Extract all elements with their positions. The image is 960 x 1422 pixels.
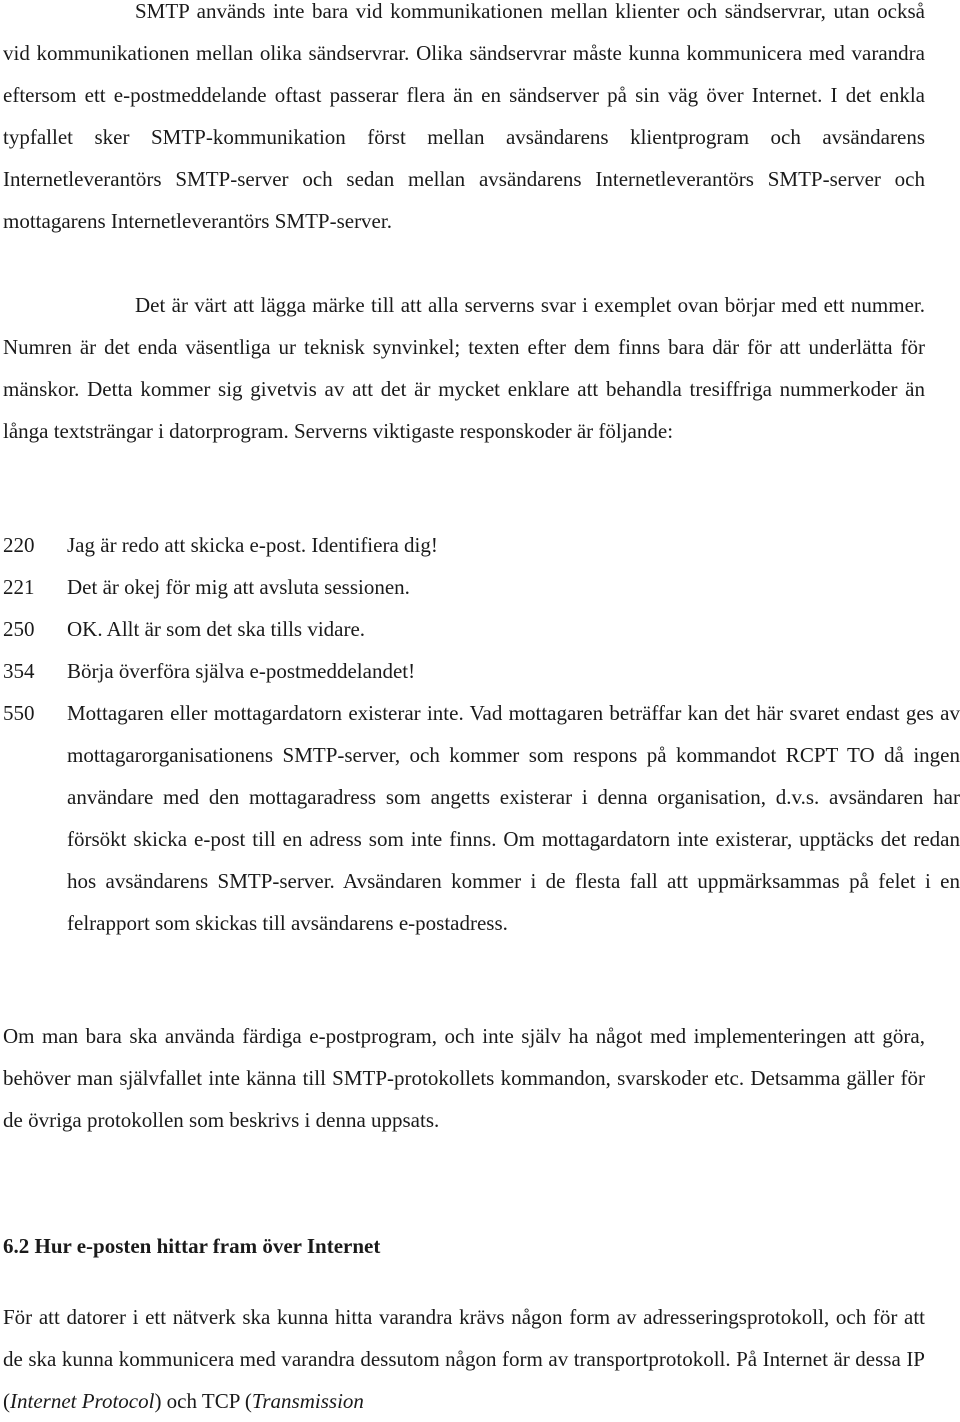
- response-code-number: 550: [3, 701, 35, 725]
- response-code-description: Mottagaren eller mottagardatorn existerar inte. Vad mottagaren beträffar kan det här svaret endast ges av mottagarorganisationens SMTP-server, och kommer som respons på kommandot RCPT TO då ingen användare med den mottagaradress som angetts existerar i denna organisation, d.v.s. avsändaren har försökt skicka e-post till en adress som inte finns. Om mottagardatorn inte existerar, upptäcks det redan hos avsändarens SMTP-server. Avsändaren kommer i de flesta fall att uppmärksammas på felet i en felrapport som skickas till avsändarens e-postadress.: [67, 701, 960, 935]
- response-code-number: 221: [3, 575, 35, 599]
- paragraph-text-mid: ) och TCP (: [154, 1389, 252, 1413]
- response-code-item: [3, 566, 960, 608]
- section-heading: 6.2 Hur e-posten hittar fram över Internet: [3, 1234, 381, 1258]
- response-code-number: 354: [3, 659, 35, 683]
- ip-term: Internet Protocol: [10, 1389, 155, 1413]
- response-code-number: 250: [3, 617, 35, 641]
- paragraph-response-numbers: Det är värt att lägga märke till att alla serverns svar i exemplet ovan börjar med ett nummer. Numren är det enda väsentliga ur teknisk synvinkel; texten efter dem finns bara där för att underlätta för mänskor. Detta kommer sig givetvis av att det är mycket enklare att behandla tresiffriga nummerkoder än långa textsträngar i datorprogram. Serverns viktigaste responskoder är följande:: [3, 293, 925, 443]
- response-code-list: [3, 524, 960, 944]
- paragraph-addressing-protocols: [3, 1296, 925, 1422]
- paragraph-email-programs: Om man bara ska använda färdiga e-postprogram, och inte själv ha något med implementeringen att göra, behöver man självfallet inte känna till SMTP-protokollets kommandon, svarskoder etc. Detsamma gäller för de övriga protokollen som beskrivs i denna uppsats.: [3, 1024, 925, 1132]
- response-code-description: Jag är redo att skicka e-post. Identifiera dig!: [67, 533, 438, 557]
- response-code-description: Börja överföra själva e-postmeddelandet!: [67, 659, 416, 683]
- paragraph-smtp-servers: SMTP används inte bara vid kommunikationen mellan klienter och sändservrar, utan också vid kommunikationen mellan olika sändservrar. Olika sändservrar måste kunna kommunicera med varandra eftersom ett e-postmeddelande oftast passerar flera än en sändserver på sin väg över Internet. I det enkla typfallet sker SMTP-kommunikation först mellan avsändarens klientprogram och avsändarens Internetleverantörs SMTP-server och sedan mellan avsändarens Internetleverantörs SMTP-server och mottagarens Internetleverantörs SMTP-server.: [3, 0, 925, 233]
- response-code-number: 220: [3, 533, 35, 557]
- response-code-item: [3, 608, 960, 650]
- response-code-item: [3, 650, 960, 692]
- response-code-item: [3, 692, 960, 944]
- tcp-term: Transmission: [251, 1389, 364, 1413]
- response-code-item: [3, 524, 960, 566]
- response-code-description: Det är okej för mig att avsluta sessionen.: [67, 575, 410, 599]
- paragraph-text-start: För att datorer i ett nätverk ska kunna hitta varandra krävs någon form av adresseringsprotokoll, och för att de ska kunna kommunicera med varandra dessutom någon form av transportprotokoll. På Internet är dessa IP (: [3, 1305, 925, 1413]
- response-code-description: OK. Allt är som det ska tills vidare.: [67, 617, 366, 641]
